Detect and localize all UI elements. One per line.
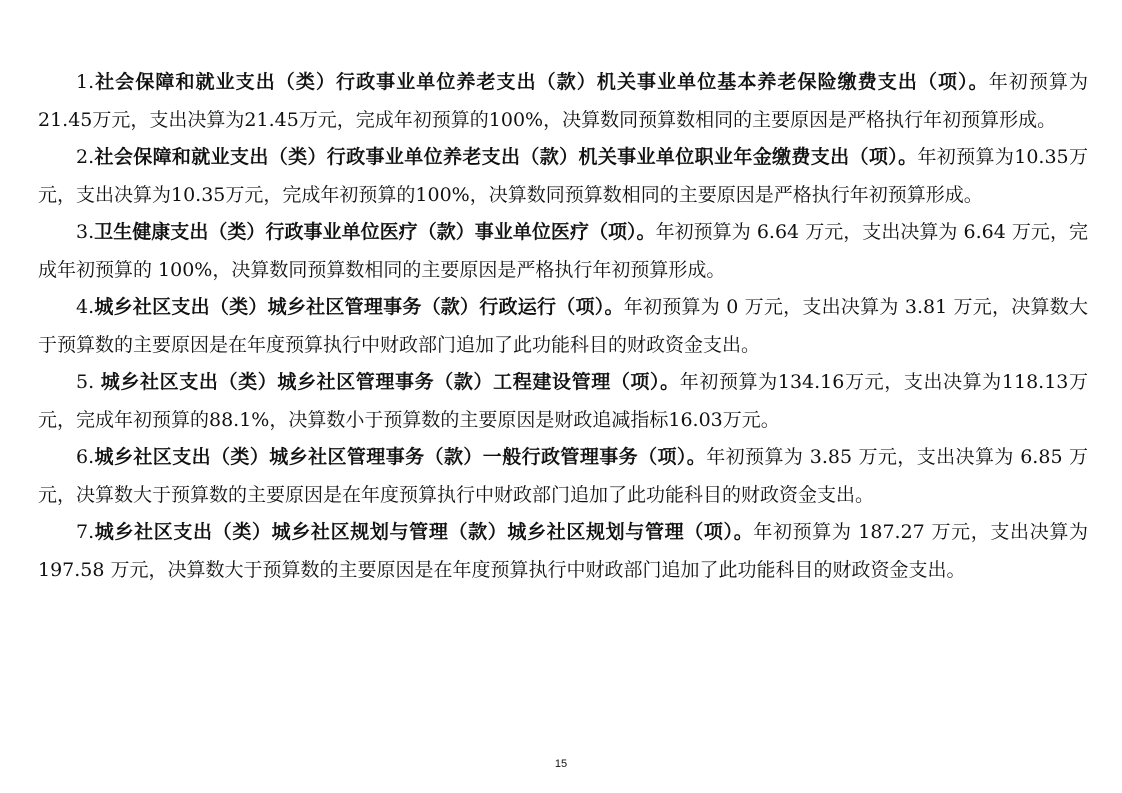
paragraph-7 [38, 514, 1088, 589]
paragraph-text: 年初预算为21.45万元，支出决算为21.45万元，完成年初预算的100%，决算数同预算数相同的主要原因是严格执行年初预算形成。 [38, 71, 1088, 131]
paragraph-heading: 卫生健康支出（类）行政事业单位医疗（款）事业单位医疗（项）。 [94, 221, 656, 243]
paragraph-3 [38, 214, 1088, 289]
paragraph-number: 3. [76, 221, 95, 243]
paragraph-text: 年初预算为 6.64 万元，支出决算为 6.64 万元，完成年初预算的 100%，决算数同预算数相同的主要原因是严格执行年初预算形成。 [38, 221, 1088, 281]
paragraph-number: 5. [76, 371, 101, 393]
page-number: 15 [554, 758, 568, 770]
paragraph-5 [38, 364, 1088, 439]
paragraph-number: 1. [76, 71, 95, 93]
paragraph-number: 4. [76, 296, 95, 318]
paragraph-2 [38, 139, 1088, 214]
paragraph-text: 年初预算为 3.85 万元，支出决算为 6.85 万元，决算数大于预算数的主要原因是在年度预算执行中财政部门追加了此功能科目的财政资金支出。 [38, 446, 1088, 506]
document-body [38, 64, 1088, 589]
paragraph-6 [38, 439, 1088, 514]
paragraph-number: 7. [76, 521, 95, 543]
paragraph-heading: 社会保障和就业支出（类）行政事业单位养老支出（款）机关事业单位基本养老保险缴费支出（项）。 [94, 71, 989, 93]
paragraph-heading: 城乡社区支出（类）城乡社区规划与管理（款）城乡社区规划与管理（项）。 [94, 521, 754, 543]
paragraph-4 [38, 289, 1088, 364]
paragraph-heading: 城乡社区支出（类）城乡社区管理事务（款）一般行政管理事务（项）。 [94, 446, 707, 468]
paragraph-number: 6. [76, 446, 95, 468]
paragraph-1 [38, 64, 1088, 139]
paragraph-text: 年初预算为 0 万元，支出决算为 3.81 万元，决算数大于预算数的主要原因是在年度预算执行中财政部门追加了此功能科目的财政资金支出。 [38, 296, 1088, 356]
paragraph-number: 2. [76, 146, 95, 168]
paragraph-heading: 城乡社区支出（类）城乡社区管理事务（款）行政运行（项）。 [94, 296, 624, 318]
paragraph-heading: 社会保障和就业支出（类）行政事业单位养老支出（款）机关事业单位职业年金缴费支出（项）。 [94, 146, 918, 168]
paragraph-text: 年初预算为134.16万元，支出决算为118.13万元，完成年初预算的88.1%，决算数小于预算数的主要原因是财政追减指标16.03万元。 [38, 371, 1089, 431]
paragraph-heading: 城乡社区支出（类）城乡社区管理事务（款）工程建设管理（项）。 [100, 371, 680, 393]
paragraph-text: 年初预算为 187.27 万元，支出决算为 197.58 万元，决算数大于预算数的主要原因是在年度预算执行中财政部门追加了此功能科目的财政资金支出。 [38, 521, 1088, 581]
paragraph-text: 年初预算为10.35万元，支出决算为10.35万元，完成年初预算的100%，决算数同预算数相同的主要原因是严格执行年初预算形成。 [38, 146, 1088, 206]
